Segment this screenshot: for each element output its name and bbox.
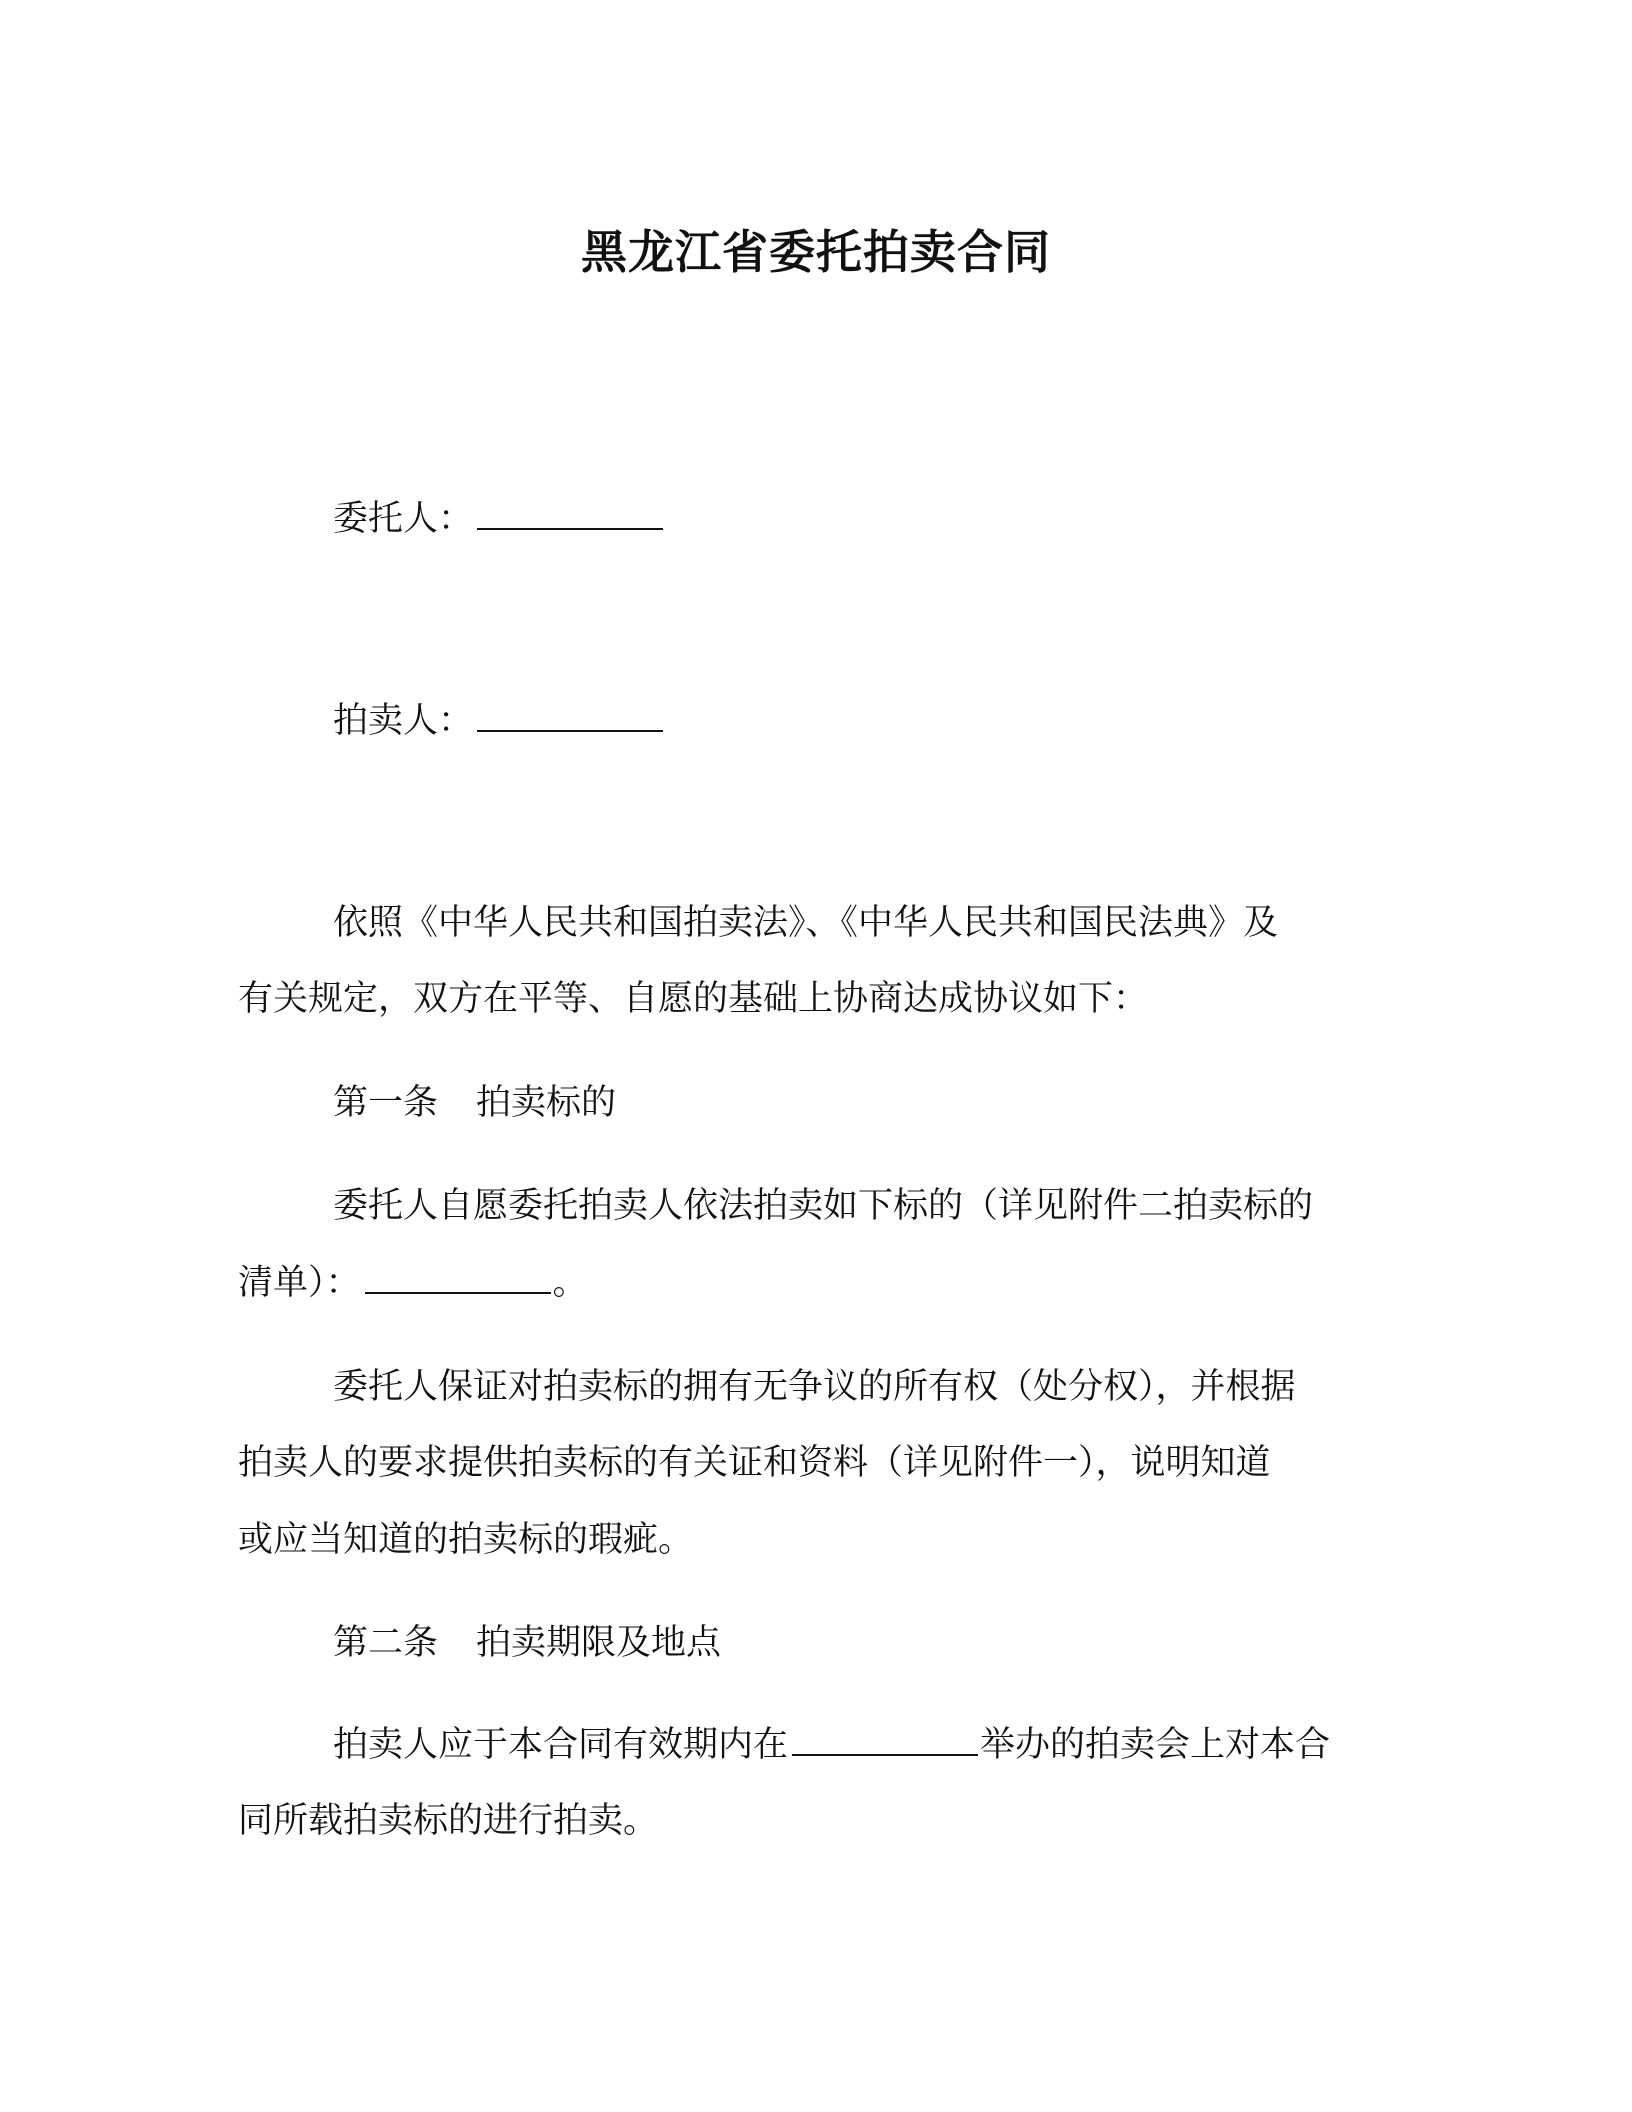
- article-2-p1-suffix: 举办的拍卖会上对本合: [980, 1725, 1331, 1765]
- preamble-line-1: 依照《中华人民共和国拍卖法》、《中华人民共和国民法典》及: [333, 903, 1279, 943]
- article-1-heading: [333, 1080, 1493, 1126]
- article-1-p2-line-1: 委托人保证对拍卖标的拥有无争议的所有权（处分权），并根据: [333, 1367, 1296, 1407]
- article-2-p1-line-2: 同所载拍卖标的进行拍卖。: [238, 1801, 659, 1841]
- auctioneer-blank: [477, 700, 663, 732]
- article-1-p1-suffix: 。: [552, 1263, 588, 1303]
- article-1-blank: [365, 1262, 551, 1294]
- article-1-p1-line-2: [238, 1260, 1398, 1306]
- article-2-p1-prefix: 拍卖人应于本合同有效期内在: [333, 1725, 789, 1765]
- article-1-p2-line-3: 或应当知道的拍卖标的瑕疵。: [238, 1520, 694, 1560]
- auctioneer-line: [333, 698, 1493, 744]
- article-1-title: 拍卖标的: [476, 1083, 617, 1123]
- article-1-p1-line-1: 委托人自愿委托拍卖人依法拍卖如下标的（详见附件二拍卖标的: [333, 1186, 1314, 1226]
- article-1-number: 第一条: [333, 1083, 439, 1123]
- article-2-blank: [792, 1724, 978, 1756]
- document-title: 黑龙江省委托拍卖合同: [581, 225, 1051, 279]
- article-1-p2-line-2: 拍卖人的要求提供拍卖标的有关证和资料（详见附件一），说明知道: [238, 1443, 1271, 1483]
- article-2-title: 拍卖期限及地点: [476, 1623, 722, 1663]
- auctioneer-label: 拍卖人：: [333, 701, 474, 741]
- article-2-p1-line-1: [333, 1722, 1493, 1768]
- client-label: 委托人：: [333, 499, 474, 539]
- article-2-number: 第二条: [333, 1623, 439, 1663]
- article-2-heading: [333, 1620, 1493, 1666]
- preamble-line-2: 有关规定，双方在平等、自愿的基础上协商达成协议如下：: [238, 979, 1149, 1019]
- article-1-p1-prefix: 清单）：: [238, 1263, 361, 1303]
- client-line: [333, 496, 1493, 542]
- client-blank: [477, 498, 663, 530]
